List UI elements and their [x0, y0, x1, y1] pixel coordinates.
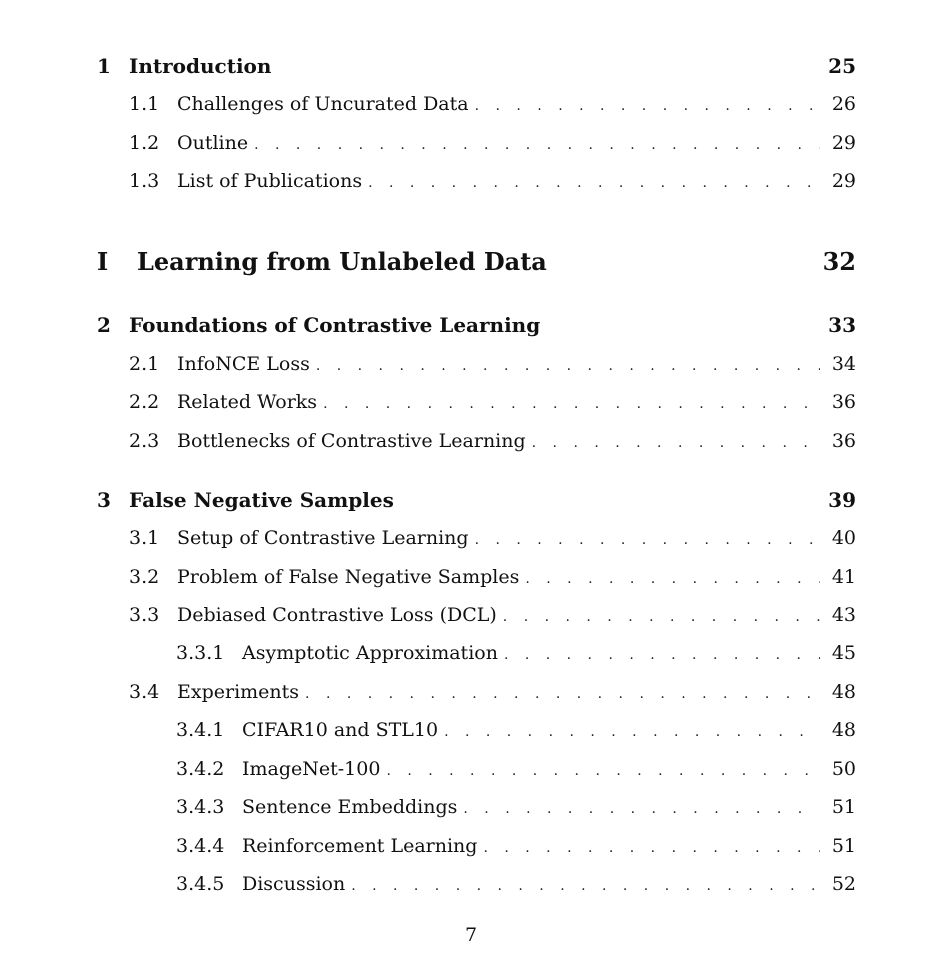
toc-chapter-1[interactable] [97, 54, 856, 78]
section-title: Bottlenecks of Contrastive Learning [177, 430, 526, 452]
dot-leader [483, 836, 820, 860]
toc-section-3-2[interactable] [129, 565, 856, 591]
dot-leader [444, 720, 820, 744]
chapter-page: 39 [828, 488, 856, 512]
section-number: 1.1 [129, 93, 160, 115]
subsection-number: 3.4.1 [176, 719, 225, 741]
subsection-title: Asymptotic Approximation [242, 642, 498, 664]
toc-section-2-2[interactable] [129, 390, 856, 416]
toc-subsection-3-4-3[interactable] [176, 795, 856, 821]
toc-part-1[interactable] [97, 247, 856, 276]
section-page: 26 [831, 93, 856, 115]
section-number: 2.3 [129, 430, 160, 452]
subsection-title: Discussion [242, 873, 346, 895]
part-title: Learning from Unlabeled Data [137, 247, 547, 276]
section-number: 3.2 [129, 566, 160, 588]
toc-subsection-3-4-5[interactable] [176, 872, 856, 898]
subsection-page: 51 [831, 796, 856, 818]
section-number: 3.1 [129, 527, 160, 549]
page-number: 7 [464, 924, 478, 946]
toc-section-2-1[interactable] [129, 352, 856, 378]
subsection-page: 50 [831, 758, 856, 780]
subsection-number: 3.4.3 [176, 796, 225, 818]
dot-leader [475, 94, 820, 118]
toc-chapter-3[interactable] [97, 488, 856, 512]
toc-subsection-3-4-2[interactable] [176, 757, 856, 783]
section-title: Debiased Contrastive Loss (DCL) [177, 604, 497, 626]
section-title: Related Works [177, 391, 318, 413]
toc-section-3-3[interactable] [129, 603, 856, 629]
dot-leader [532, 431, 820, 455]
subsection-number: 3.3.1 [176, 642, 225, 664]
subsection-number: 3.4.5 [176, 873, 225, 895]
subsection-title: CIFAR10 and STL10 [242, 719, 439, 741]
dot-leader [463, 797, 820, 821]
dot-leader [316, 354, 820, 378]
dot-leader [351, 874, 820, 898]
section-page: 41 [831, 566, 856, 588]
section-page: 29 [831, 170, 856, 192]
subsection-title: Reinforcement Learning [242, 835, 478, 857]
subsection-page: 52 [831, 873, 856, 895]
chapter-number: 1 [97, 54, 111, 78]
section-page: 29 [831, 132, 856, 154]
section-number: 2.1 [129, 353, 160, 375]
dot-leader [386, 759, 820, 783]
section-title: InfoNCE Loss [177, 353, 310, 375]
dot-leader [368, 171, 820, 195]
subsection-page: 48 [831, 719, 856, 741]
dot-leader [254, 133, 820, 157]
section-page: 48 [831, 681, 856, 703]
section-number: 3.3 [129, 604, 160, 626]
dot-leader [323, 392, 820, 416]
section-title: Outline [177, 132, 249, 154]
toc-subsection-3-3-1[interactable] [176, 641, 856, 667]
section-number: 1.2 [129, 132, 160, 154]
toc-section-3-4[interactable] [129, 680, 856, 706]
toc-subsection-3-4-4[interactable] [176, 834, 856, 860]
section-page: 40 [831, 527, 856, 549]
section-page: 43 [831, 604, 856, 626]
section-number: 1.3 [129, 170, 160, 192]
subsection-number: 3.4.4 [176, 835, 225, 857]
chapter-page: 33 [828, 313, 856, 337]
section-title: Challenges of Uncurated Data [177, 93, 469, 115]
section-title: Setup of Contrastive Learning [177, 527, 469, 549]
section-title: List of Publications [177, 170, 363, 192]
section-title: Problem of False Negative Samples [177, 566, 520, 588]
chapter-title: Foundations of Contrastive Learning [129, 313, 541, 337]
part-page: 32 [822, 247, 856, 276]
subsection-title: Sentence Embeddings [242, 796, 458, 818]
section-page: 36 [831, 391, 856, 413]
section-number: 3.4 [129, 681, 160, 703]
subsection-number: 3.4.2 [176, 758, 225, 780]
chapter-title: Introduction [129, 54, 272, 78]
dot-leader [503, 605, 820, 629]
part-number: I [97, 247, 109, 276]
toc-section-2-3[interactable] [129, 429, 856, 455]
chapter-number: 2 [97, 313, 111, 337]
subsection-page: 51 [831, 835, 856, 857]
subsection-title: ImageNet-100 [242, 758, 381, 780]
chapter-page: 25 [828, 54, 856, 78]
toc-section-3-1[interactable] [129, 526, 856, 552]
dot-leader [504, 643, 820, 667]
toc-subsection-3-4-1[interactable] [176, 718, 856, 744]
toc-section-1-3[interactable] [129, 169, 856, 195]
section-page: 36 [831, 430, 856, 452]
toc-section-1-1[interactable] [129, 92, 856, 118]
section-number: 2.2 [129, 391, 160, 413]
dot-leader [525, 567, 820, 591]
chapter-number: 3 [97, 488, 111, 512]
chapter-title: False Negative Samples [129, 488, 394, 512]
dot-leader [475, 528, 820, 552]
subsection-page: 45 [831, 642, 856, 664]
dot-leader [305, 682, 820, 706]
toc-section-1-2[interactable] [129, 131, 856, 157]
toc-chapter-2[interactable] [97, 313, 856, 337]
section-page: 34 [831, 353, 856, 375]
section-title: Experiments [177, 681, 300, 703]
